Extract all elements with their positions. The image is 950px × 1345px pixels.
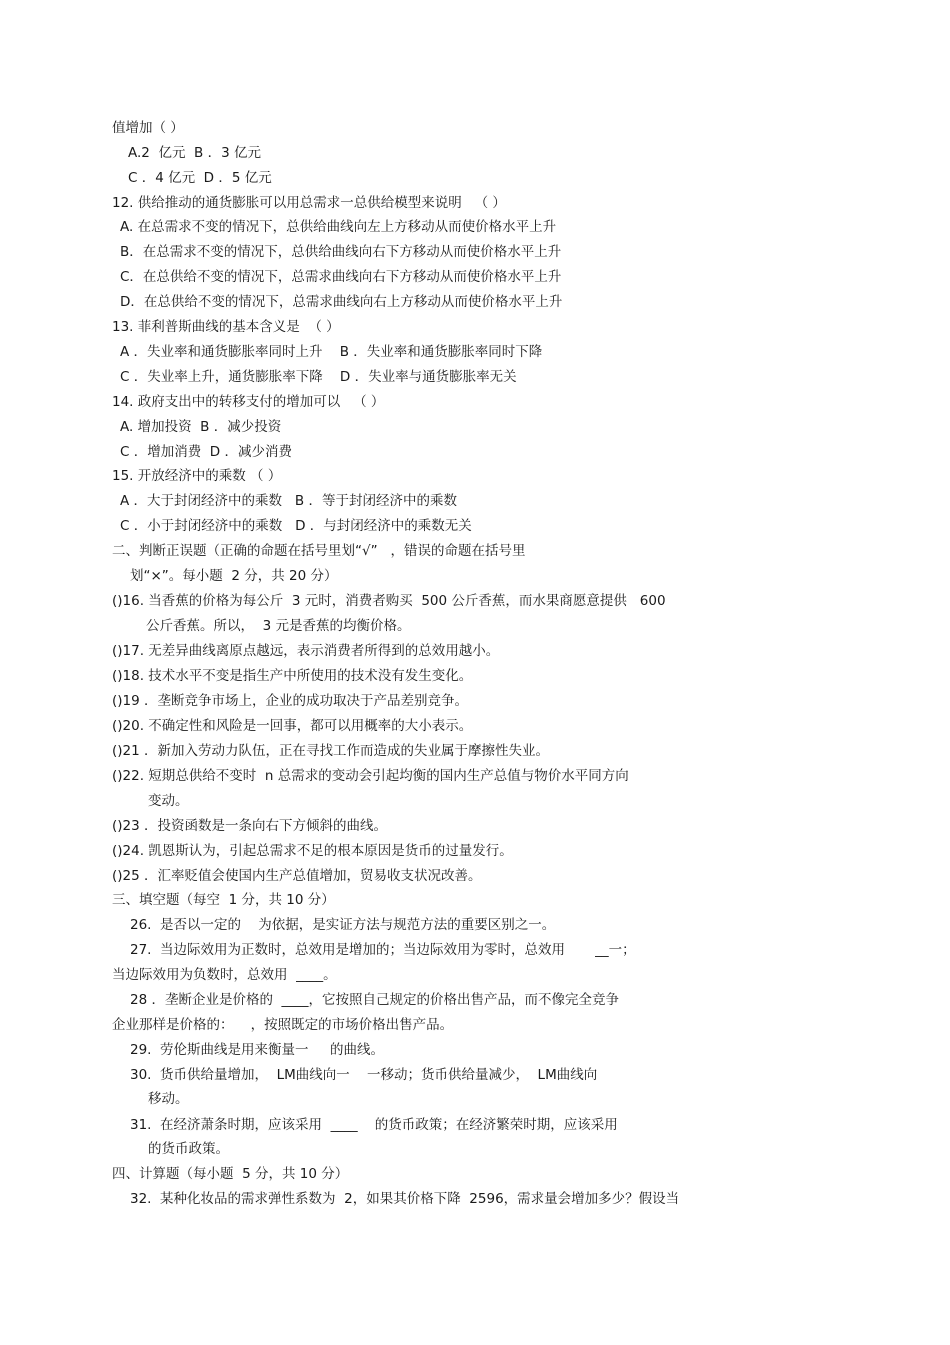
text-line: 变动。 [148,793,189,809]
question-26: 26. 是否以一定的 为依据，是实证方法与规范方法的重要区别之一。 [130,917,556,933]
question-12: 12. 供给推动的通货膨胀可以用总需求一总供给模型来说明 （ ） [112,195,506,211]
question-18: ()18. 技术水平不变是指生产中所使用的技术没有发生变化。 [112,668,473,684]
text-line: 移动。 [148,1091,189,1107]
section-heading: 二、判断正误题（正确的命题在括号里划“√” ，错误的命题在括号里 [112,543,526,559]
section-heading: 三、填空题（每空 1 分，共 10 分） [112,892,335,908]
option-line: C ．失业率上升，通货膨胀率下降 D ．失业率与通货膨胀率无关 [120,369,517,385]
text-line: C ．4 亿元 D ．5 亿元 [128,170,272,186]
question-25: ()25 ．汇率贬值会使国内生产总值增加，贸易收支状况改善。 [112,868,482,884]
question-14: 14. 政府支出中的转移支付的增加可以 （ ） [112,394,385,410]
option-line: C ．增加消费 D ．减少消费 [120,444,292,460]
option-line: C ．小于封闭经济中的乘数 D ．与封闭经济中的乘数无关 [120,518,472,534]
option-line: A ．大于封闭经济中的乘数 B ．等于封闭经济中的乘数 [120,493,457,509]
question-15: 15. 开放经济中的乘数 （ ） [112,468,282,484]
option-line: B．在总需求不变的情况下，总供给曲线向右下方移动从而使价格水平上升 [120,244,562,260]
question-31: 31. 在经济萧条时期，应该采用 ____ 的货币政策；在经济繁荣时期，应该采用 [130,1117,618,1133]
text-line: 的货币政策。 [148,1141,229,1157]
question-32: 32. 某种化妆品的需求弹性系数为 2，如果其价格下降 2596，需求量会增加多少？假设当 [130,1191,680,1207]
option-line: C．在总供给不变的情况下，总需求曲线向右下方移动从而使价格水平上升 [120,269,562,285]
question-20: ()20. 不确定性和风险是一回事，都可以用概率的大小表示。 [112,718,473,734]
option-line: A ．失业率和通货膨胀率同时上升 B ．失业率和通货膨胀率同时下降 [120,344,543,360]
option-line: A. 在总需求不变的情况下，总供给曲线向左上方移动从而使价格水平上升 [120,219,557,235]
question-30: 30. 货币供给量增加， LM曲线向一 一移动；货币供给量减少， LM曲线向 [130,1067,598,1083]
option-line: D．在总供给不变的情况下，总需求曲线向右上方移动从而使价格水平上升 [120,294,563,310]
question-13: 13. 菲利普斯曲线的基本含义是 （ ） [112,319,340,335]
question-16: ()16. 当香蕉的价格为每公斤 3 元时，消费者购买 500 公斤香蕉，而水果商愿意提供 600 [112,593,666,609]
text-line: 划“×”。每小题 2 分，共 20 分） [130,568,338,584]
question-27: 27. 当边际效用为正数时，总效用是增加的；当边际效用为零时，总效用 __一； [130,942,636,958]
section-heading: 四、计算题（每小题 5 分，共 10 分） [112,1166,349,1182]
question-24: ()24. 凯恩斯认为，引起总需求不足的根本原因是货币的过量发行。 [112,843,513,859]
option-line: A. 增加投资 B ．减少投资 [120,419,282,435]
question-28: 28 ．垄断企业是价格的 ____，它按照自己规定的价格出售产品，而不像完全竞争 [130,992,620,1008]
question-22: ()22. 短期总供给不变时 n 总需求的变动会引起均衡的国内生产总值与物价水平同方向 [112,768,629,784]
question-17: ()17. 无差异曲线离原点越远，表示消费者所得到的总效用越小。 [112,643,500,659]
question-19: ()19 ．垄断竞争市场上，企业的成功取决于产品差别竞争。 [112,693,469,709]
text-line: 公斤香蕉。所以， 3 元是香蕉的均衡价格。 [146,618,411,634]
text-line: A.2 亿元 B ．3 亿元 [128,145,261,161]
text-line: 当边际效用为负数时，总效用 ____。 [112,967,337,983]
question-23: ()23 ．投资函数是一条向右下方倾斜的曲线。 [112,818,388,834]
text-line: 值增加（ ） [112,120,184,136]
text-line: 企业那样是价格的： ，按照既定的市场价格出售产品。 [112,1017,454,1033]
question-29: 29. 劳伦斯曲线是用来衡量一 的曲线。 [130,1042,385,1058]
question-21: ()21 ．新加入劳动力队伍，正在寻找工作而造成的失业属于摩擦性失业。 [112,743,550,759]
